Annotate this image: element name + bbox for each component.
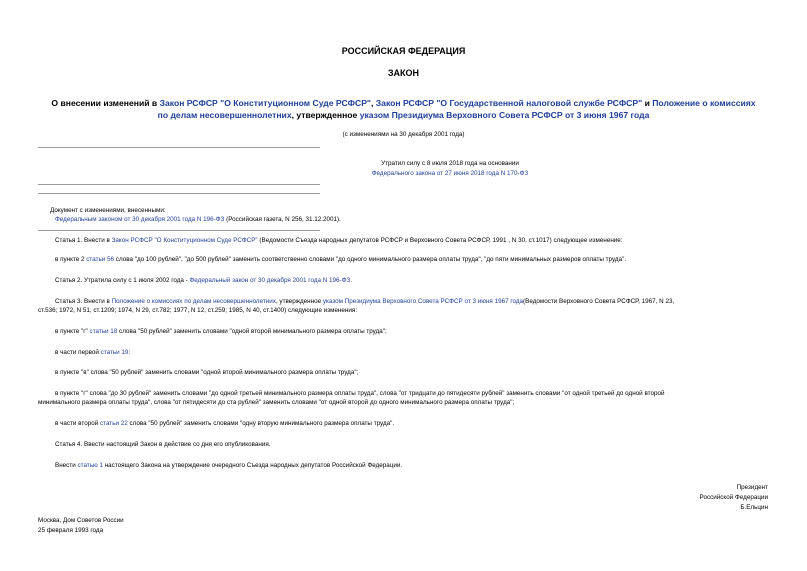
document-type-heading: ЗАКОН [387,68,420,78]
title-text: О внесении изменений в [51,98,160,108]
paragraph-1 [55,255,626,264]
paragraph-3 [55,348,130,357]
signing-place: Москва, Дом Советов России [38,517,124,524]
title-link-commissions-regulation-cont[interactable]: по делам несовершеннолетних [157,110,292,120]
title-link-presidium-decree[interactable]: указом Президиума Верховного Совета РСФСР от 3 июня 1967 года [359,110,650,120]
paragraph-text: слова "50 рублей" заменить словами "одну вторую минимального размера оплаты труда". [127,420,395,427]
paragraph-text: в части первой [55,349,101,356]
article-text: Статья 3. Внести в [55,298,112,305]
article-3-regulation-link[interactable]: Положение о комиссиях по делам несовершеннолетних [111,298,276,305]
title-line-1 [0,97,807,109]
signature-role: Президент [736,484,768,491]
paragraph-text: в части второй [55,420,100,427]
article-1-law-link[interactable]: Закон РСФСР "О Конституционном Суде РСФСР" [111,237,258,244]
signature-role-country: Российской Федерации [699,494,768,501]
article-3 [55,297,674,306]
place-date-block [38,516,124,536]
article-18-link[interactable]: статьи 18 [89,328,118,335]
expired-notice [300,160,600,178]
signature-block [700,483,768,513]
article-22-link[interactable]: статьи 22 [99,420,128,427]
paragraph-text: слова "до 100 рублей", "до 500 рублей" заменить соответственно словами "до одного минимального размера оплаты труда", "до пяти минимальных размеров оплаты труда". [114,256,627,263]
expired-text: Утратил силу с 8 июля 2018 года на основании [381,160,519,167]
article-3-cont: ст.536; 1972, N 51, ст.1209; 1974, N 29, ст.782; 1977, N 12, ст.259; 1985, N 40, ст.1400) следующие изменения: [38,307,358,314]
paragraph-7 [55,461,402,470]
paragraph-5: в пункте "г" слова "до 30 рублей" заменить словами "до одной третьей минимального размера оплаты труда", слова "от тридцати до пятидесяти рублей" заменить словами "от одной третьей до одной второй [55,390,665,397]
paragraph-text: настоящего Закона на утверждение очередного Съезда народных депутатов Российской Федерации. [102,462,403,469]
article-19-link[interactable]: статьи 19 [100,349,129,356]
divider [38,230,320,231]
title-text: , [371,98,376,108]
country-heading: РОССИЙСКАЯ ФЕДЕРАЦИЯ [341,46,466,56]
article-3-decree-link[interactable]: указом Президиума Верховного Совета РСФСР от 3 июня 1967 года [322,298,524,305]
paragraph-text: в пункте "г" [55,328,90,335]
signature-name: Б.Ельцин [740,504,768,511]
article-2 [55,276,352,285]
article-text: (Ведомости Верховного Совета РСФСР, 1967, N 23, [523,298,675,305]
paragraph-text: в пункте 2 [55,256,87,263]
expired-law-link[interactable]: Федерального закона от 27 июня 2018 года N 170-ФЗ [371,170,529,177]
article-1-link[interactable]: статью 1 [77,462,103,469]
article-56-link[interactable]: статьи 56 [86,256,115,263]
article-text: Статья 1. Внести в [55,237,112,244]
article-text: Статья 2. Утратила силу с 1 июля 2002 года - [55,277,190,284]
divider [38,184,320,185]
changes-label: Документ с изменениями, внесенными: [50,207,166,214]
article-2-law-link[interactable]: Федеральный закон от 30 декабря 2001 года N 196-ФЗ [189,277,351,284]
title-link-commissions-regulation[interactable]: Положение о комиссиях [652,98,756,108]
divider [38,193,320,194]
article-1 [55,236,623,245]
paragraph-6 [55,419,394,428]
changes-publication: (Российская газета, N 256, 31.12.2001). [224,216,341,223]
article-4: Статья 4. Ввести настоящий Закон в действие со дня его опубликования. [55,441,271,448]
changes-law-link[interactable]: Федеральным законом от 30 декабря 2001 года N 196-ФЗ [55,216,225,223]
paragraph-4: в пункте "в" слова "50 рублей" заменить словами "одной второй минимального размера оплаты труда"; [55,369,359,376]
paragraph-text: Внести [55,462,78,469]
paragraph-text: слова "50 рублей" заменить словами "одной второй минимального размера оплаты труда"; [117,328,387,335]
article-text: . [350,277,352,284]
title-link-tax-service-law[interactable]: Закон РСФСР "О Государственной налоговой службе РСФСР" [375,98,643,108]
paragraph-2 [55,327,387,336]
title-line-2 [0,109,807,121]
article-text: , утвержденное [275,298,323,305]
paragraph-text: : [128,349,131,356]
title-link-constitutional-court-law[interactable]: Закон РСФСР "О Конституционном Суде РСФСР" [159,98,372,108]
changes-source [55,216,341,224]
article-text: (Ведомости Съезда народных депутатов РСФСР и Верховного Совета РСФСР, 1991 , N 30, ст.1017) следующее изменение: [257,237,623,244]
document-title [0,97,807,121]
divider [38,147,320,148]
paragraph-5-cont: минимального размера оплаты труда", слова "от пятидесяти до ста рублей" заменить словами "от одной второй до одного минимального размера оплаты труда"; [38,399,515,406]
title-text: и [642,98,653,108]
signing-date: 25 февраля 1993 года [38,527,104,534]
title-text: , утвержденное [291,110,360,120]
amendment-note: (с изменениями на 30 декабря 2001 года) [342,131,465,138]
